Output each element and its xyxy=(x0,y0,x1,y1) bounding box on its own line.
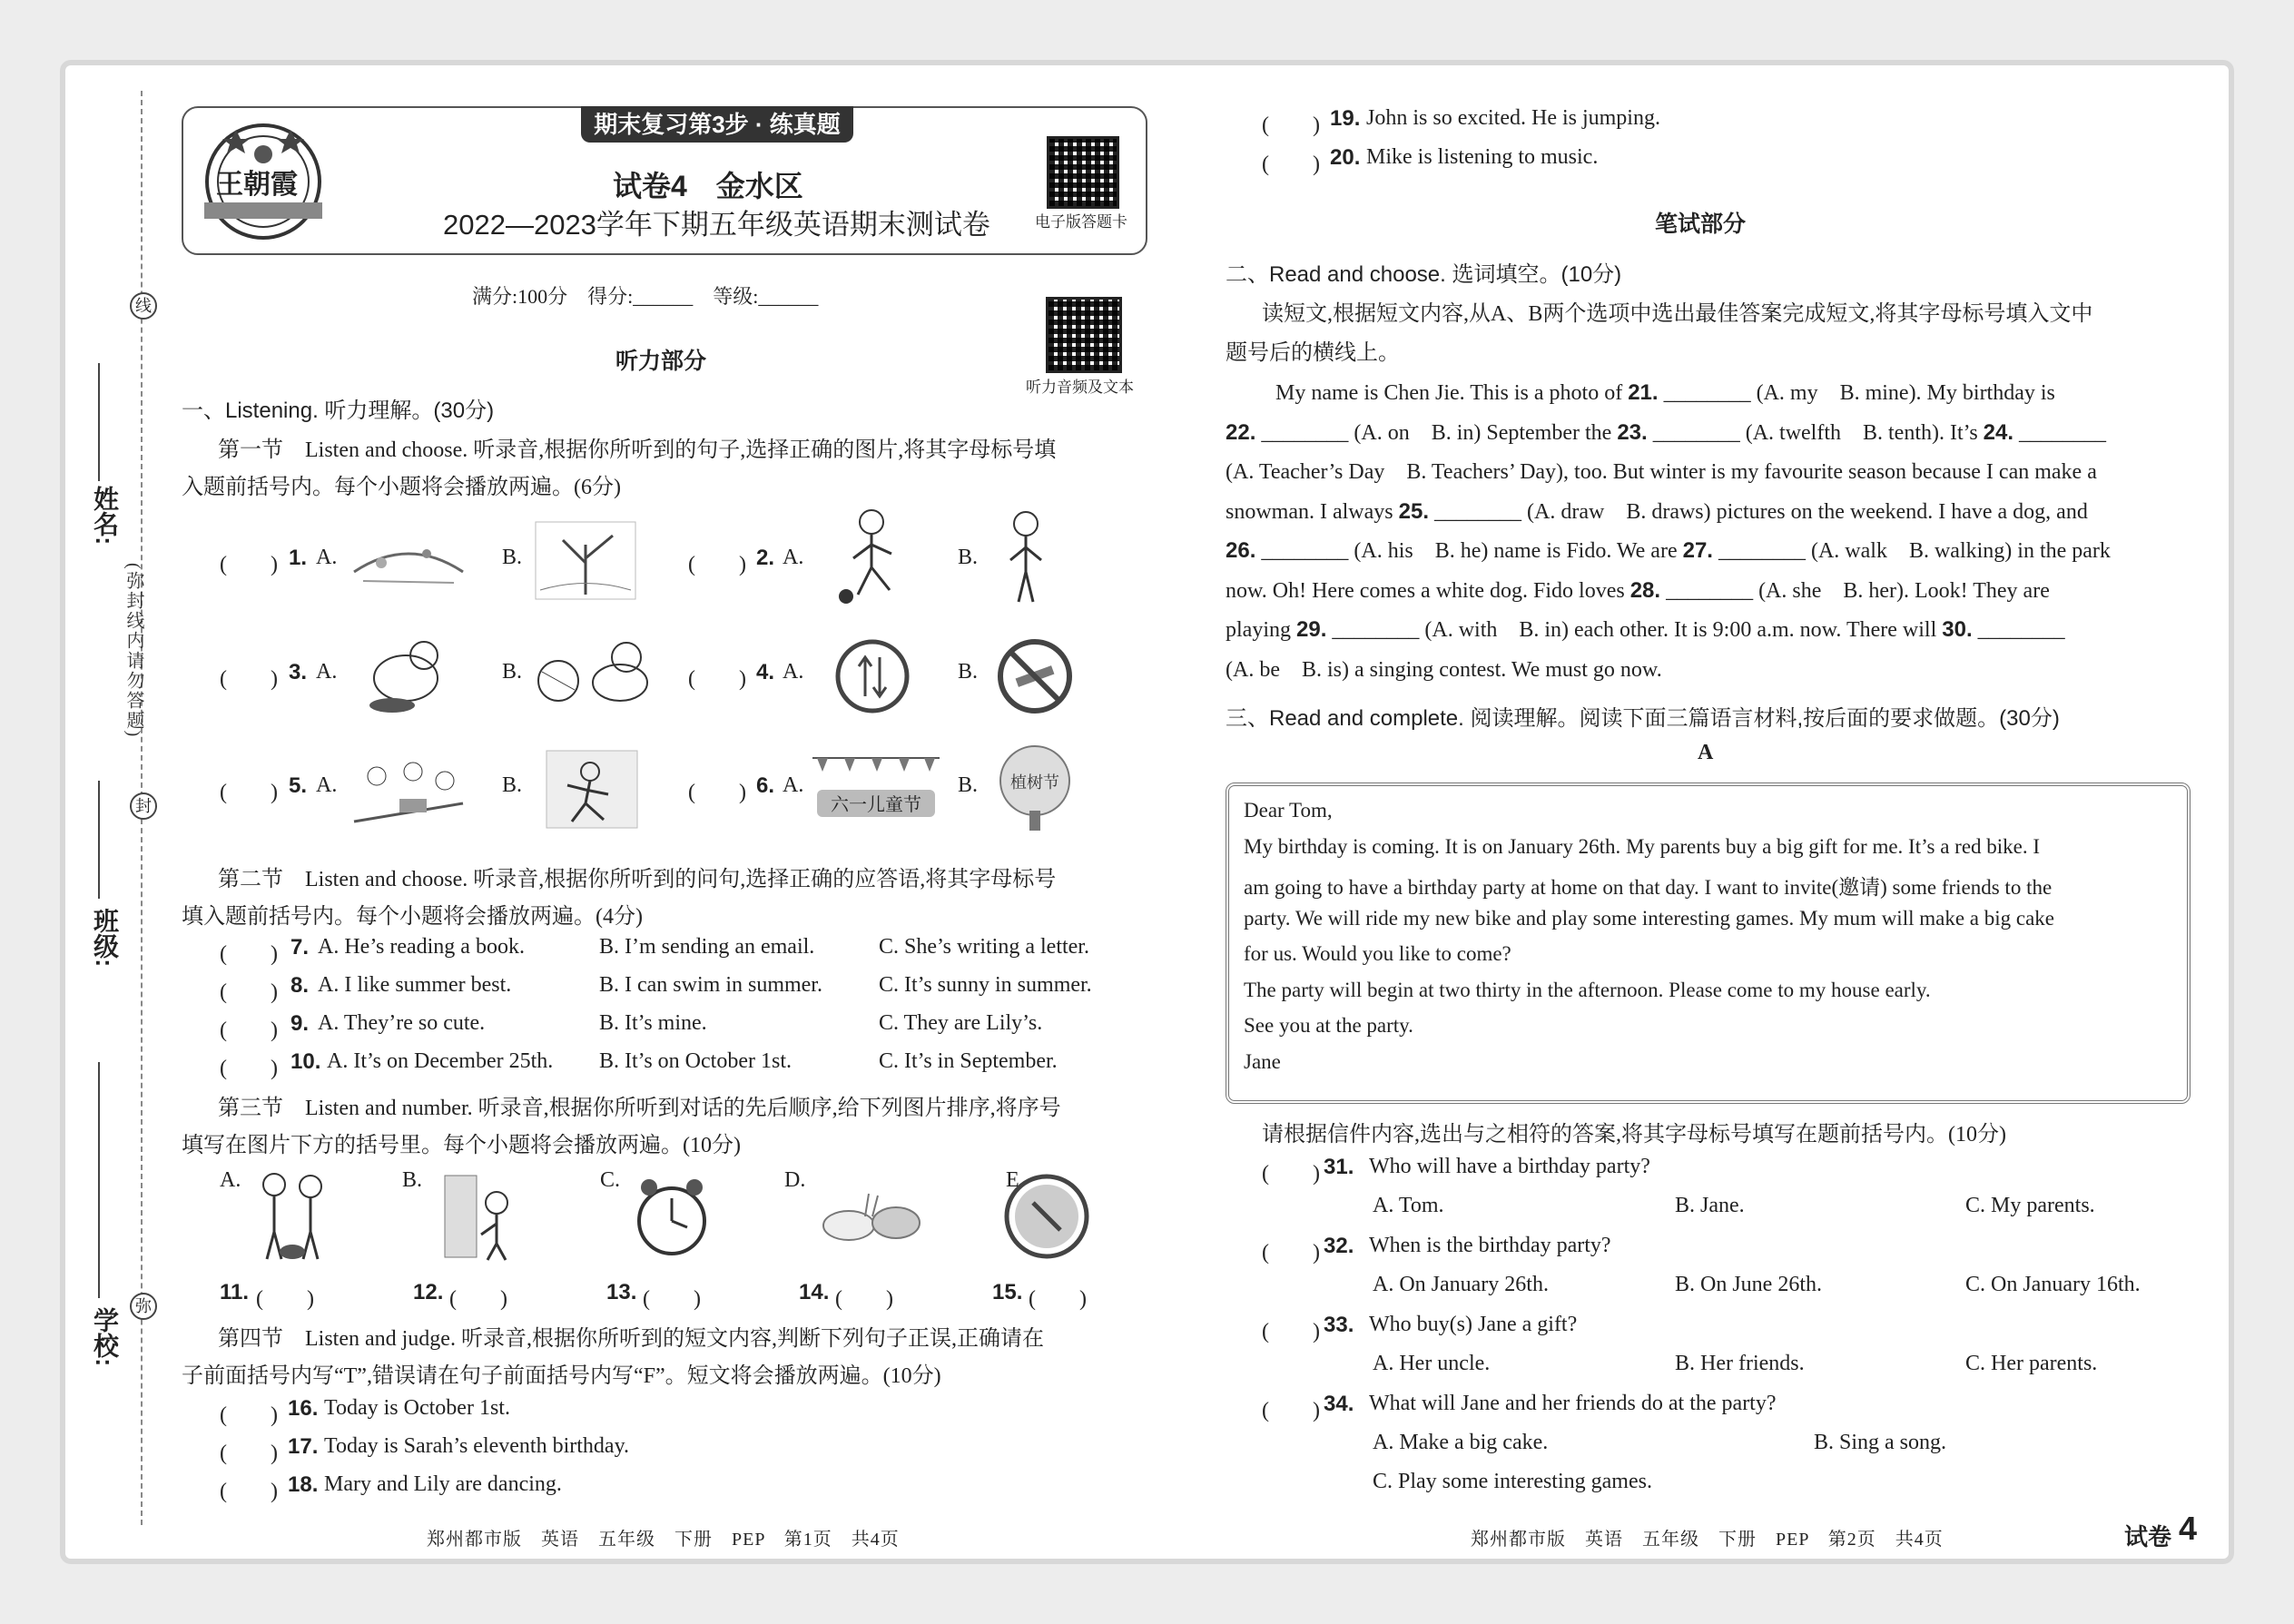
answer-paren[interactable]: ( ) xyxy=(688,553,746,576)
picture-rabbits[interactable] xyxy=(812,1185,930,1248)
paper-label: 试卷 xyxy=(2124,1523,2172,1550)
option-label: B. xyxy=(502,660,523,684)
blank-number[interactable]: 21. xyxy=(1628,380,1659,405)
answer-paren[interactable]: ( ) xyxy=(220,667,278,691)
option-label: A. xyxy=(316,773,338,797)
question-number: 14. xyxy=(799,1280,830,1304)
question-number: 19. xyxy=(1330,106,1361,131)
passage-text: ________ (A. draw B. draws) pictures on the weekend. I have a dog, and xyxy=(1429,499,2088,524)
binding-note: (弥封线内请勿答题) xyxy=(123,563,143,739)
passage-line xyxy=(1275,374,2055,406)
logo-text: 王朝霞 xyxy=(216,169,298,201)
statement-text: Mike is listening to music. xyxy=(1366,145,1599,169)
statement-text: Mary and Lily are dancing. xyxy=(324,1472,562,1496)
option-c: C. It’s sunny in summer. xyxy=(879,973,1092,997)
question-number: 15. xyxy=(992,1280,1023,1304)
letter-line: Dear Tom, xyxy=(1244,799,1333,822)
section1-title: 一、Listening. 听力理解。(30分) xyxy=(182,399,495,423)
passage-text: ________ (A. his B. he) name is Fido. We are xyxy=(1255,539,1683,563)
blank-number[interactable]: 25. xyxy=(1398,498,1430,524)
answer-paren[interactable]: ( ) xyxy=(688,667,746,691)
letter-line: party. We will ride my new bike and play some interesting games. My mum will make a big cake xyxy=(1244,906,2055,930)
picture-fallen-leaves[interactable] xyxy=(345,517,472,599)
section2-intro-2: 题号后的横线上。 xyxy=(1226,341,1400,365)
section2-title: 二、Read and choose. 选词填空。(10分) xyxy=(1226,262,1622,287)
option-label: A. xyxy=(783,773,804,797)
question-number: 18. xyxy=(288,1472,319,1497)
passage-text: ________ (A. with B. in) each other. It is 9:00 a.m. now. There will xyxy=(1326,618,1943,642)
question-number: 9. xyxy=(290,1011,310,1036)
binding-mark-close: 弥 xyxy=(130,1293,157,1320)
option-c: C. She’s writing a letter. xyxy=(879,935,1089,959)
passage-text: ________ (A. walk B. walking) in the park xyxy=(1712,539,2111,563)
question-number: 13. xyxy=(606,1280,637,1304)
picture-one-way-sign[interactable] xyxy=(833,637,911,715)
picture-children-picnic[interactable] xyxy=(345,749,472,831)
option-label: A. xyxy=(316,660,338,684)
letter-line: am going to have a birthday party at home on that day. I want to invite(邀请) some friends to the xyxy=(1244,876,2053,899)
option-b: B. I can swim in summer. xyxy=(599,973,822,997)
picture-no-smoking-sign[interactable] xyxy=(996,637,1074,715)
binding-mark-seal: 封 xyxy=(130,792,157,820)
passage-line xyxy=(1226,493,2088,525)
passage-line xyxy=(1226,651,1662,683)
passage-text: ________ (A. she B. her). Look! They are xyxy=(1660,578,2050,603)
answer-paren[interactable]: ( ) xyxy=(688,781,746,804)
letter-line: See you at the party. xyxy=(1244,1014,1413,1037)
qr-audio-label: 听力音频及文本 xyxy=(1026,379,1134,396)
passage-text: ________ (A. my B. mine). My birthday is xyxy=(1658,381,2055,405)
question-number: 3. xyxy=(289,660,308,684)
question-number: 2. xyxy=(756,546,775,570)
option-label: B. xyxy=(958,546,979,569)
passage-text: (A. Teacher’s Day B. Teachers’ Day), too. But winter is my favourite season because I can make a xyxy=(1226,460,2097,484)
passage-line xyxy=(1226,532,2111,564)
option-label: A. xyxy=(783,660,804,684)
answer-paren[interactable]: ( ) xyxy=(1262,1320,1320,1343)
passage-line xyxy=(1226,611,2065,643)
writing-heading: 笔试部分 xyxy=(1655,212,1747,237)
part3-letter-a: A. xyxy=(220,1168,241,1192)
option-label: A. xyxy=(783,546,804,569)
passage-line xyxy=(1226,453,2097,485)
option-c: C. Play some interesting games. xyxy=(1373,1470,1652,1493)
answer-paren[interactable]: ( ) xyxy=(220,980,278,1004)
option-a: A. Tom. xyxy=(1373,1194,1444,1217)
passage-text: ________ (A. on B. in) September the xyxy=(1255,420,1618,445)
passage-text: ________ xyxy=(2013,420,2107,445)
option-c: C. It’s in September. xyxy=(879,1049,1058,1073)
question-number: 10. xyxy=(290,1049,321,1074)
blank-number[interactable]: 23. xyxy=(1617,419,1648,445)
blank-number[interactable]: 24. xyxy=(1983,419,2014,445)
statement-text: John is so excited. He is jumping. xyxy=(1366,106,1660,130)
passage-text: (A. be B. is) a singing contest. We must go now. xyxy=(1226,657,1662,682)
option-c: C. On January 16th. xyxy=(1965,1273,2141,1296)
letter-instruction: 请根据信件内容,选出与之相符的答案,将其字母标号填写在题前括号内。(10分) xyxy=(1262,1123,2006,1147)
picture-tree-planting-day[interactable] xyxy=(989,743,1080,833)
question-number: 8. xyxy=(290,973,310,998)
picture-no-picking-flowers-sign[interactable] xyxy=(1001,1171,1092,1262)
question-number: 20. xyxy=(1330,145,1361,170)
answer-paren[interactable]: ( ) xyxy=(220,1442,278,1465)
blank-number[interactable]: 27. xyxy=(1682,538,1713,563)
question-number: 5. xyxy=(289,773,308,798)
letter-line: The party will begin at two thirty in the afternoon. Please come to my house early. xyxy=(1244,978,1931,1001)
answer-paren[interactable]: ( ) xyxy=(220,1480,278,1503)
option-b: B. On June 26th. xyxy=(1675,1273,1822,1296)
banner-text: 六一儿童节 xyxy=(831,793,921,815)
part3-letter-b: B. xyxy=(402,1168,423,1192)
picture-alarm-clock[interactable] xyxy=(631,1171,713,1262)
listening-heading: 听力部分 xyxy=(615,349,707,374)
answer-paren[interactable]: ( ) xyxy=(220,781,278,804)
part4-instruction-1: 第四节 Listen and judge. 听录音,根据你所听到的短文内容,判断下列句子正误,正确请在 xyxy=(218,1327,1044,1351)
part2-instruction-2: 填入题前括号内。每个小题将会播放两遍。(4分) xyxy=(182,905,643,929)
picture-dog-eating[interactable] xyxy=(356,628,456,719)
school-label: 学校: xyxy=(91,1307,119,1367)
part3-instruction-2: 填写在图片下方的括号里。每个小题将会播放两遍。(10分) xyxy=(182,1134,741,1157)
option-label: B. xyxy=(958,660,979,684)
paper-subtitle: 2022—2023学年下期五年级英语期末测试卷 xyxy=(443,209,990,241)
option-b: B. It’s on October 1st. xyxy=(599,1049,792,1073)
footer-left: 郑州都市版 英语 五年级 下册 PEP 第1页 共4页 xyxy=(427,1530,900,1550)
paper-number: 4 xyxy=(2179,1510,2198,1547)
answer-paren[interactable]: ( ) xyxy=(1262,1241,1320,1265)
answer-paren[interactable]: ( ) xyxy=(220,1019,278,1042)
part3-letter-e: E. xyxy=(1006,1168,1025,1192)
question-number: 1. xyxy=(289,546,308,570)
banner: 期末复习第3步 · 练真题 xyxy=(581,106,853,143)
answer-paren[interactable]: ( ) xyxy=(1262,113,1320,137)
name-label: 姓名: xyxy=(91,486,119,546)
option-a: A. It’s on December 25th. xyxy=(327,1049,554,1073)
answer-paren[interactable]: ( ) xyxy=(1029,1287,1087,1311)
passage-label: A xyxy=(1698,741,1714,764)
passage-text: now. Oh! Here comes a white dog. Fido loves xyxy=(1226,578,1630,603)
picture-childrens-day-banner[interactable] xyxy=(808,749,944,831)
qr-answer-card-label: 电子版答题卡 xyxy=(1035,213,1127,231)
option-b: B. Her friends. xyxy=(1675,1352,1805,1375)
section2-intro-1: 读短文,根据短文内容,从A、B两个选项中选出最佳答案完成短文,将其字母标号填入文中 xyxy=(1262,302,2093,326)
blank-number[interactable]: 29. xyxy=(1296,617,1327,642)
picture-girl-shopping[interactable] xyxy=(440,1171,522,1262)
question-text: Who buy(s) Jane a gift? xyxy=(1369,1313,1578,1336)
picture-boy-standing[interactable] xyxy=(994,504,1058,608)
question-text: Who will have a birthday party? xyxy=(1369,1155,1650,1178)
part1-instruction-1: 第一节 Listen and choose. 听录音,根据你所听到的句子,选择正确的图片,将其字母标号填 xyxy=(218,438,1057,462)
passage-line xyxy=(1226,572,2050,604)
option-label: B. xyxy=(502,773,523,797)
question-number: 7. xyxy=(290,935,310,960)
passage-text: My name is Chen Jie. This is a photo of xyxy=(1275,381,1629,405)
option-label: B. xyxy=(502,546,523,569)
score-line: 满分:100分 得分:______ 等级:______ xyxy=(472,285,819,308)
picture-winter-tree[interactable] xyxy=(531,517,640,604)
option-c: C. My parents. xyxy=(1965,1194,2095,1217)
question-number: 6. xyxy=(756,773,775,798)
answer-paren[interactable]: ( ) xyxy=(643,1287,701,1311)
part2-instruction-1: 第二节 Listen and choose. 听录音,根据你所听到的问句,选择正确的应答语,将其字母标号 xyxy=(218,868,1057,891)
blank-number[interactable]: 28. xyxy=(1629,577,1661,603)
part4-instruction-2: 子前面括号内写“T”,错误请在句子前面括号内写“F”。短文将会播放两遍。(10分) xyxy=(182,1364,941,1388)
footer-right: 郑州都市版 英语 五年级 下册 PEP 第2页 共4页 xyxy=(1471,1530,1944,1550)
answer-paren[interactable]: ( ) xyxy=(220,1403,278,1427)
answer-paren[interactable]: ( ) xyxy=(835,1287,893,1311)
option-a: A. On January 26th. xyxy=(1373,1273,1549,1296)
question-number: 11. xyxy=(220,1280,250,1304)
question-number: 34. xyxy=(1324,1392,1354,1416)
qr-code-audio[interactable] xyxy=(1046,297,1122,373)
option-b: B. Jane. xyxy=(1675,1194,1745,1217)
answer-paren[interactable]: ( ) xyxy=(220,942,278,966)
part3-letter-c: C. xyxy=(600,1168,621,1192)
option-a: A. Make a big cake. xyxy=(1373,1431,1549,1454)
question-text: What will Jane and her friends do at the party? xyxy=(1369,1392,1777,1415)
statement-text: Today is October 1st. xyxy=(324,1396,510,1420)
picture-boy-running[interactable] xyxy=(545,749,640,831)
passage-text: snowman. I always xyxy=(1226,499,1399,524)
paper-title: 试卷4 金水区 xyxy=(613,170,803,202)
answer-paren[interactable]: ( ) xyxy=(449,1287,507,1311)
question-text: When is the birthday party? xyxy=(1369,1234,1611,1257)
blank-number[interactable]: 26. xyxy=(1226,538,1256,563)
question-number: 33. xyxy=(1324,1313,1354,1337)
passage-text: ________ xyxy=(1972,618,2065,642)
letter-line: for us. Would you like to come? xyxy=(1244,942,1511,965)
option-b: B. It’s mine. xyxy=(599,1011,707,1035)
passage-text: ________ (A. twelfth B. tenth). It’s xyxy=(1647,420,1984,445)
picture-dog-with-ball[interactable] xyxy=(531,628,658,719)
option-label: B. xyxy=(958,773,979,797)
name-blank xyxy=(98,363,100,481)
class-blank xyxy=(98,781,100,899)
picture-boy-kicking-ball[interactable] xyxy=(835,504,908,608)
passage-text: playing xyxy=(1226,618,1296,642)
question-number: 32. xyxy=(1324,1234,1354,1258)
question-number: 16. xyxy=(288,1396,319,1421)
question-number: 31. xyxy=(1324,1155,1354,1179)
tree-text: 植树节 xyxy=(1010,773,1059,792)
binding-mark-line: 线 xyxy=(130,292,157,320)
section3-title: 三、Read and complete. 阅读理解。阅读下面三篇语言材料,按后面的要求做题。(30分) xyxy=(1226,706,2060,731)
question-number: 4. xyxy=(756,660,775,684)
question-number: 12. xyxy=(413,1280,444,1304)
statement-text: Today is Sarah’s eleventh birthday. xyxy=(324,1434,630,1458)
question-number: 17. xyxy=(288,1434,319,1459)
answer-paren[interactable]: ( ) xyxy=(256,1287,314,1311)
school-blank xyxy=(98,1062,100,1298)
answer-paren[interactable]: ( ) xyxy=(220,553,278,576)
answer-paren[interactable]: ( ) xyxy=(1262,153,1320,176)
answer-paren[interactable]: ( ) xyxy=(220,1057,278,1080)
option-a: A. They’re so cute. xyxy=(318,1011,486,1035)
option-c: C. They are Lily’s. xyxy=(879,1011,1043,1035)
option-a: A. I like summer best. xyxy=(318,973,512,997)
answer-paren[interactable]: ( ) xyxy=(1262,1162,1320,1186)
option-label: A. xyxy=(316,546,338,569)
part1-instruction-2: 入题前括号内。每个小题将会播放两遍。(6分) xyxy=(182,476,621,499)
blank-number[interactable]: 30. xyxy=(1942,617,1973,642)
class-label: 班级: xyxy=(91,908,119,968)
part3-instruction-1: 第三节 Listen and number. 听录音,根据你所听到对话的先后顺序,给下列图片排序,将序号 xyxy=(218,1097,1061,1120)
letter-line: Jane xyxy=(1244,1049,1281,1073)
letter-line: My birthday is coming. It is on January 26th. My parents buy a big gift for me. It’s a red bike. I xyxy=(1244,834,2041,858)
picture-people-walking-dog[interactable] xyxy=(247,1168,338,1268)
option-b: B. Sing a song. xyxy=(1814,1431,1947,1454)
part3-letter-d: D. xyxy=(784,1168,806,1192)
option-b: B. I’m sending an email. xyxy=(599,935,815,959)
option-a: A. Her uncle. xyxy=(1373,1352,1491,1375)
passage-line xyxy=(1226,414,2106,446)
qr-code-answer-card[interactable] xyxy=(1047,136,1119,209)
option-a: A. He’s reading a book. xyxy=(318,935,525,959)
answer-paren[interactable]: ( ) xyxy=(1262,1399,1320,1422)
blank-number[interactable]: 22. xyxy=(1226,419,1256,445)
option-c: C. Her parents. xyxy=(1965,1352,2098,1375)
